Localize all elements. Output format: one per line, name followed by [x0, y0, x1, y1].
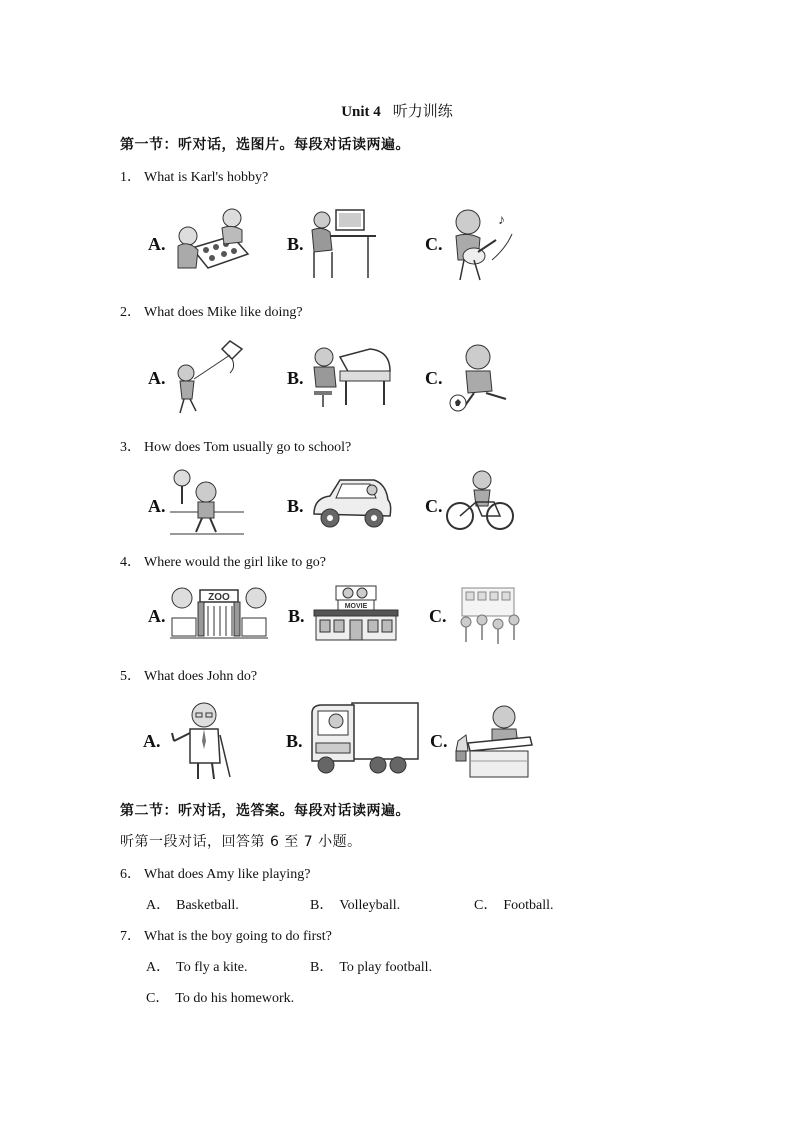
option-b-label: B. [287, 368, 304, 388]
q7-option-c[interactable] [146, 987, 294, 1007]
option-text: To fly a kite. [176, 960, 248, 975]
question-number: 6． [120, 867, 141, 882]
option-text: Football. [503, 898, 554, 913]
question-text: What does Amy like playing? [144, 867, 311, 882]
truck-driver-picture[interactable] [308, 699, 420, 779]
bike-picture[interactable] [446, 468, 514, 534]
section1-heading: 第一节：听对话，选图片。每段对话读两遍。 [120, 137, 410, 153]
option-c-label: C. [425, 368, 443, 388]
question-7 [120, 925, 332, 945]
question-number: 2． [120, 305, 141, 320]
car-picture[interactable] [310, 474, 394, 532]
option-a-label: A. [148, 368, 166, 388]
question-2-pictures [0, 335, 794, 425]
option-letter: A． [146, 898, 171, 913]
option-letter: C． [474, 898, 498, 913]
option-b-label: B. [286, 731, 303, 751]
question-text: Where would the girl like to go? [144, 555, 326, 570]
section2-heading: 第二节：听对话，选答案。每段对话读两遍。 [120, 803, 410, 819]
kite-picture[interactable] [172, 337, 244, 415]
question-number: 1． [120, 170, 141, 185]
option-c-label: C. [430, 731, 448, 751]
option-letter: A． [146, 960, 171, 975]
question-1 [120, 166, 268, 186]
option-b-label: B. [287, 234, 304, 254]
question-number: 3． [120, 440, 141, 455]
q7-option-a[interactable] [146, 956, 247, 976]
q6-option-a[interactable] [146, 894, 239, 914]
option-a-label: A. [148, 496, 166, 516]
chess-picture[interactable] [172, 206, 252, 276]
teacher-picture[interactable] [168, 701, 234, 779]
svg-text:♪: ♪ [498, 213, 505, 228]
question-number: 7． [120, 929, 141, 944]
option-letter: B． [310, 960, 334, 975]
unit-label: Unit 4 [341, 104, 381, 120]
question-number: 5． [120, 669, 141, 684]
office-worker-picture[interactable] [452, 703, 534, 779]
question-4 [120, 551, 326, 571]
question-4-pictures [0, 584, 794, 674]
option-letter: C． [146, 991, 170, 1006]
option-b-label: B. [288, 606, 305, 626]
question-6 [120, 863, 310, 883]
q6-option-b[interactable] [310, 894, 400, 914]
question-1-pictures [0, 200, 794, 290]
option-a-label: A. [148, 606, 166, 626]
zoo-picture[interactable] [170, 584, 268, 642]
question-text: How does Tom usually go to school? [144, 440, 352, 455]
question-text: What is the boy going to do first? [144, 929, 332, 944]
option-letter: B． [310, 898, 334, 913]
question-text: What is Karl's hobby? [144, 170, 269, 185]
question-5-pictures [0, 699, 794, 789]
page-title [0, 100, 794, 121]
option-b-label: B. [287, 496, 304, 516]
school-picture[interactable] [452, 584, 526, 646]
q6-option-c[interactable] [474, 894, 554, 914]
question-number: 4． [120, 555, 141, 570]
title-subtitle: 听力训练 [392, 104, 453, 120]
question-5 [120, 665, 257, 685]
q7-option-b[interactable] [310, 956, 432, 976]
walking-picture[interactable] [170, 468, 244, 538]
question-text: What does John do? [144, 669, 258, 684]
piano-picture[interactable] [310, 341, 394, 411]
section2-intro: 听第一段对话，回答第 6 至 7 小题。 [120, 834, 362, 850]
question-2 [120, 301, 303, 321]
option-text: Volleyball. [339, 898, 401, 913]
option-text: To do his homework. [175, 991, 295, 1006]
question-3-pictures [0, 468, 794, 558]
option-text: Basketball. [176, 898, 239, 913]
option-a-label: A. [143, 731, 161, 751]
football-picture[interactable] [448, 341, 514, 415]
question-3 [120, 436, 351, 456]
zoo-sign: ZOO [208, 592, 230, 603]
cinema-picture[interactable] [312, 584, 400, 642]
option-c-label: C. [425, 496, 443, 516]
movie-sign: MOVIE [344, 603, 368, 610]
question-text: What does Mike like doing? [144, 305, 303, 320]
option-c-label: C. [429, 606, 447, 626]
option-a-label: A. [148, 234, 166, 254]
option-c-label: C. [425, 234, 443, 254]
computer-picture[interactable] [308, 206, 380, 280]
guitar-picture[interactable] [446, 204, 518, 282]
option-text: To play football. [339, 960, 433, 975]
